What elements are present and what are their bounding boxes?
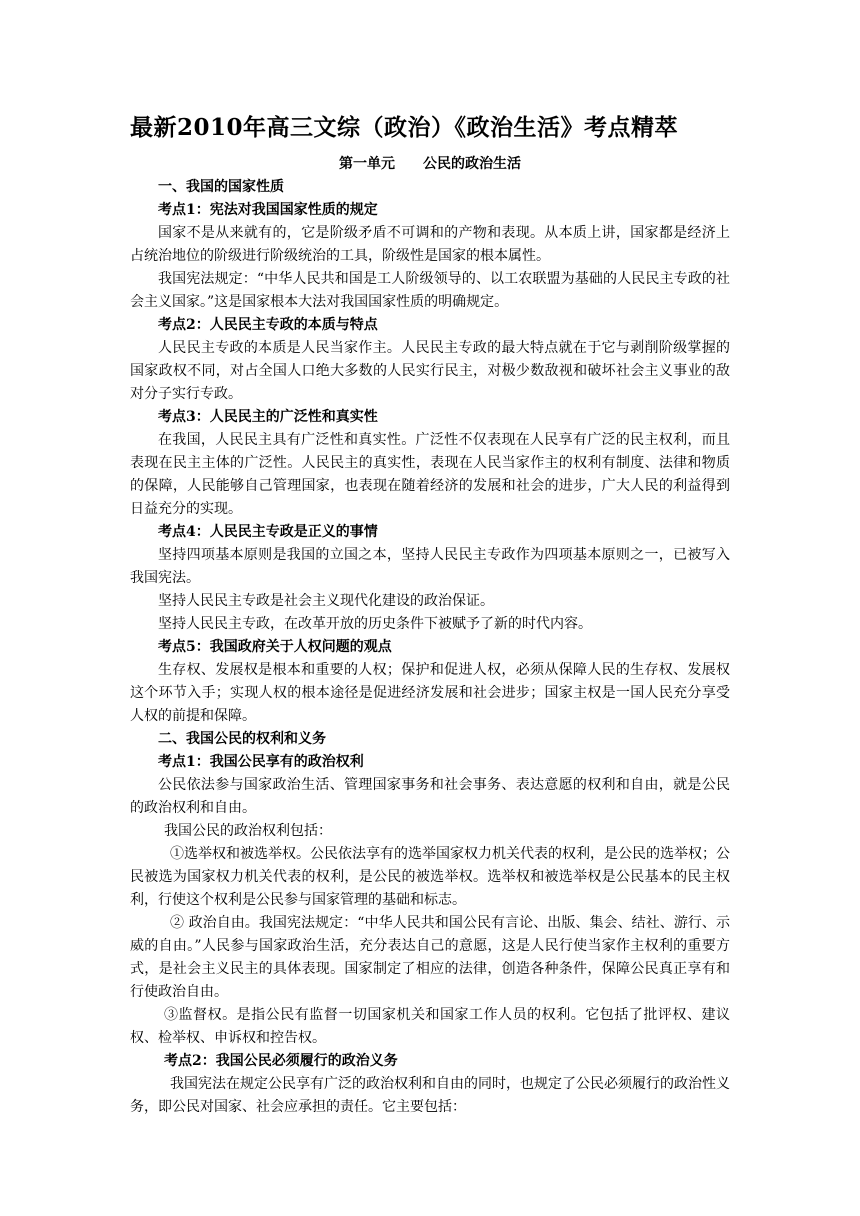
- paragraph: 国家不是从来就有的，它是阶级矛盾不可调和的产物和表现。从本质上讲，国家都是经济上占统治地位的阶级进行阶级统治的工具，阶级性是国家的根本属性。: [130, 225, 730, 264]
- point-title: 考点1：我国公民享有的政治权利: [158, 754, 364, 770]
- point-title: 考点4：人民民主专政是正义的事情: [158, 524, 378, 540]
- point-title: 考点1：宪法对我国国家性质的规定: [158, 202, 378, 218]
- section-title-2: 二、我国公民的权利和义务: [158, 731, 326, 747]
- list-item: ② 政治自由。我国宪法规定：“中华人民共和国公民有言论、出版、集会、结社、游行、示威的自由。”人民参与国家政治生活，充分表达自己的意愿，这是人民行使当家作主权利的重要方式，是社会主义民主的具体表现。国家制定了相应的法律，创造各种条件，保障公民真正享有和行使政治自由。: [130, 915, 730, 1000]
- section-title-1: 一、我国的国家性质: [158, 179, 284, 195]
- unit-title: 第一单元 公民的政治生活: [339, 156, 521, 172]
- point-title: 考点2：人民民主专政的本质与特点: [158, 317, 378, 333]
- list-item: ③监督权。是指公民有监督一切国家机关和国家工作人员的权利。它包括了批评权、建议权、检举权、申诉权和控告权。: [130, 1007, 730, 1046]
- paragraph: 坚持人民民主专政，在改革开放的历史条件下被赋予了新的时代内容。: [158, 616, 592, 632]
- paragraph: 坚持人民民主专政是社会主义现代化建设的政治保证。: [158, 593, 494, 609]
- paragraph: 我国公民的政治权利包括：: [164, 823, 332, 839]
- paragraph: 人民民主专政的本质是人民当家作主。人民民主专政的最大特点就在于它与剥削阶级掌握的国家政权不同，对占全国人口绝大多数的人民实行民主，对极少数敌视和破坏社会主义事业的敌对分子实行专政。: [130, 340, 730, 402]
- paragraph: 公民依法参与国家政治生活、管理国家事务和社会事务、表达意愿的权利和自由，就是公民的政治权利和自由。: [130, 777, 730, 816]
- list-item: ①选举权和被选举权。公民依法享有的选举国家权力机关代表的权利，是公民的选举权；公民被选为国家权力机关代表的权利，是公民的被选举权。选举权和被选举权是公民基本的民主权利，行使这个权利是公民参与国家管理的基础和标志。: [130, 846, 730, 908]
- paragraph: 坚持四项基本原则是我国的立国之本，坚持人民民主专政作为四项基本原则之一，已被写入我国宪法。: [130, 547, 730, 586]
- point-title: 考点5：我国政府关于人权问题的观点: [158, 639, 392, 655]
- point-title: 考点3：人民民主的广泛性和真实性: [158, 409, 378, 425]
- paragraph: 生存权、发展权是根本和重要的人权；保护和促进人权，必须从保障人民的生存权、发展权这个环节入手；实现人权的根本途径是促进经济发展和社会进步；国家主权是一国人民充分享受人权的前提和保障。: [130, 662, 730, 724]
- paragraph: 我国宪法规定：“中华人民共和国是工人阶级领导的、以工农联盟为基础的人民民主专政的社会主义国家。”这是国家根本大法对我国国家性质的明确规定。: [130, 271, 730, 310]
- document-title: 最新2010年高三文综（政治）《政治生活》考点精萃: [130, 114, 679, 141]
- paragraph: 在我国，人民民主具有广泛性和真实性。广泛性不仅表现在人民享有广泛的民主权利，而且表现在民主主体的广泛性。人民民主的真实性，表现在人民当家作主的权利有制度、法律和物质的保障，人民能够自己管理国家，也表现在随着经济的发展和社会的进步，广大人民的利益得到日益充分的实现。: [130, 432, 730, 517]
- point-title: 考点2：我国公民必须履行的政治义务: [164, 1053, 398, 1069]
- document-page: [130, 112, 730, 1119]
- paragraph: 我国宪法在规定公民享有广泛的政治权利和自由的同时，也规定了公民必须履行的政治性义务，即公民对国家、社会应承担的责任。它主要包括：: [130, 1076, 730, 1115]
